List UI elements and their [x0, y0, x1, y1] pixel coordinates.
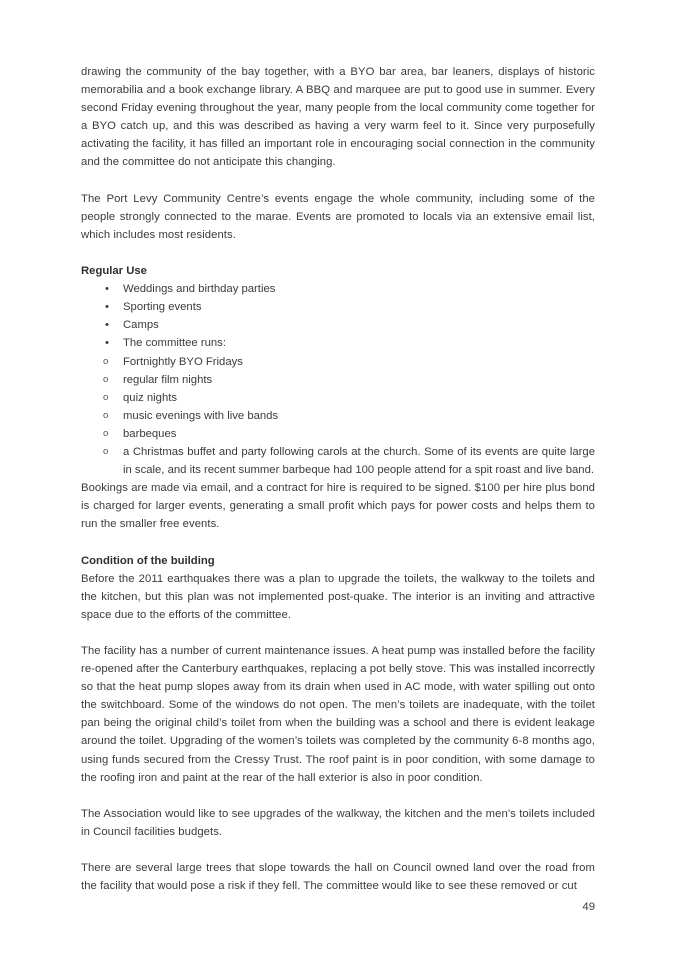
page-content [81, 63, 595, 895]
list-item-label: music evenings with live bands [123, 409, 279, 422]
circle-bullet-marker-icon: o [103, 373, 109, 385]
paragraph-pre-earthquake-plan: Before the 2011 earthquakes there was a plan to upgrade the toilets, the walkway to the toilets and the kitchen, but this plan was not implemented post-quake. The interior is an inviting and attractive space due to the efforts of the committee. [81, 572, 595, 621]
page-number: 49 [582, 901, 595, 913]
regular-use-bullet-list [81, 280, 595, 352]
bullet-marker-icon: • [105, 283, 109, 296]
paragraph-bookings: Bookings are made via email, and a contract for hire is required to be signed. $100 per hire plus bond is charged for larger events, generating a small profit which pays for power costs and helps them to run the smaller free events. [81, 482, 595, 531]
bullet-marker-icon: • [105, 301, 109, 314]
circle-bullet-marker-icon: o [103, 445, 109, 457]
committee-runs-sub-list [81, 353, 595, 480]
paragraph-maintenance-issues: The facility has a number of current maintenance issues. A heat pump was installed before the facility re-opened after the Canterbury earthquakes, replacing a pot belly stove. This was installed incorrectly so that the heat pump slopes away from its drain when used in AC mode, with water spilling out onto the switchboard. Some of the windows do not open. The men’s toilets are inadequate, with the toilet pan being the original child’s toilet from when the building was a school and there is evident leakage around the toilet. Upgrading of the women’s toilets was completed by the community 6-8 months ago, using funds secured from the Cressy Trust. The roof paint is in poor condition, with some damage to the roofing iron and paint at the rear of the hall exterior is also in poor condition. [81, 645, 595, 784]
circle-bullet-marker-icon: o [103, 409, 109, 421]
list-item-label: barbeques [123, 427, 177, 440]
bullet-marker-icon: • [105, 319, 109, 332]
list-item [81, 334, 595, 352]
paragraph-events-community: The Port Levy Community Centre’s events engage the whole community, including some of the people strongly connected to the marae. Events are promoted to locals via an extensive email list, which includes most residents. [81, 192, 595, 241]
list-item-label: quiz nights [123, 391, 178, 404]
paragraph-trees-risk: There are several large trees that slope towards the hall on Council owned land over the road from the facility that would pose a risk if they fell. The committee would like to see these removed or cut [81, 862, 595, 893]
list-item [81, 316, 595, 334]
heading-regular-use: Regular Use [81, 265, 147, 278]
bullet-marker-icon: • [105, 337, 109, 350]
heading-condition-of-the-building: Condition of the building [81, 554, 215, 567]
circle-bullet-marker-icon: o [103, 391, 109, 403]
list-item [81, 353, 595, 371]
list-item-label: Weddings and birthday parties [123, 283, 276, 296]
list-item [81, 425, 595, 443]
list-item-label: The committee runs: [123, 337, 226, 350]
paragraph-association-upgrades: The Association would like to see upgrades of the walkway, the kitchen and the men’s toilets included in Council facilities budgets. [81, 807, 595, 838]
list-item [81, 443, 595, 479]
list-item [81, 389, 595, 407]
list-item [81, 371, 595, 389]
list-item-label: Sporting events [123, 301, 202, 314]
list-item [81, 298, 595, 316]
list-item [81, 280, 595, 298]
circle-bullet-marker-icon: o [103, 427, 109, 439]
list-item [81, 407, 595, 425]
circle-bullet-marker-icon: o [103, 355, 109, 367]
list-item-label: regular film nights [123, 373, 213, 386]
paragraph-continuation-hall-use: drawing the community of the bay together, with a BYO bar area, bar leaners, displays of historic memorabilia and a book exchange library. A BBQ and marquee are put to good use in summer. Every second Friday evening throughout the year, many people from the local community come together for a BYO catch up, and this was described as having a very warm feel to it. Since very purposefully activating the facility, it has filled an important role in encouraging social connection in the community and the committee do not anticipate this changing. [81, 66, 595, 169]
list-item-label: Camps [123, 319, 159, 332]
list-item-label: a Christmas buffet and party following carols at the church. Some of its events are quite large in scale, and its recent summer barbeque had 100 people attend for a spit roast and live band. [123, 445, 595, 477]
list-item-label: Fortnightly BYO Fridays [123, 355, 243, 368]
